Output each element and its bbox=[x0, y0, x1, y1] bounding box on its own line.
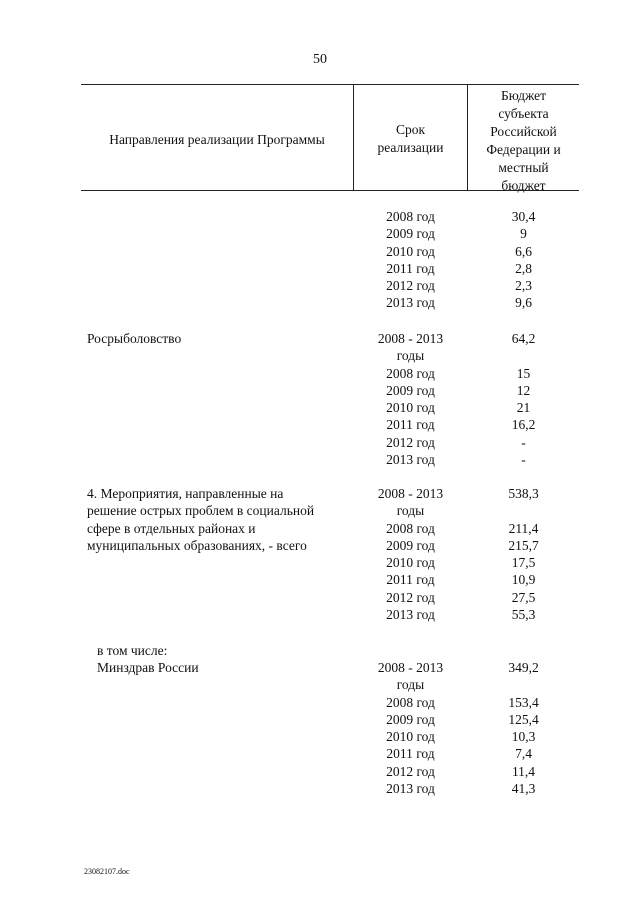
page-number: 50 bbox=[313, 52, 327, 67]
header-term: Срок реализации bbox=[377, 122, 444, 155]
block-direction-item-4: 4. Мероприятия, направленные на решение острых проблем в социальной сфере в отдельных районах и муниципальных образованиях, - всего bbox=[87, 486, 315, 553]
block-values: 538,3 211,4 215,7 17,5 10,9 27,5 55,3 bbox=[508, 486, 539, 623]
block-values: 349,2 153,4 125,4 10,3 7,4 11,4 41,3 bbox=[508, 660, 539, 797]
block-including-label: в том числе: bbox=[97, 643, 168, 658]
block-terms: 2008 - 2013 годы 2008 год 2009 год 2010 год 2011 год 2012 год 2013 год bbox=[377, 331, 444, 468]
table-header-top-rule bbox=[81, 84, 579, 85]
block-terms: 2008 - 2013 годы 2008 год 2009 год 2010 год 2011 год 2012 год 2013 год bbox=[377, 660, 444, 797]
block-values: 64,2 15 12 21 16,2 - - bbox=[511, 331, 536, 468]
block-terms: 2008 - 2013 годы 2008 год 2009 год 2010 год 2011 год 2012 год 2013 год bbox=[377, 486, 444, 623]
block-values: 30,4 9 6,6 2,8 2,3 9,6 bbox=[511, 209, 536, 311]
block-direction-rosrybolovstvo: Росрыболовство bbox=[87, 331, 182, 346]
header-budget: Бюджет субъекта Российской Федерации и местный бюджет bbox=[486, 88, 561, 193]
header-directions: Направления реализации Программы bbox=[109, 132, 325, 147]
footer-filename: 23082107.doc bbox=[84, 867, 130, 876]
block-direction-minzdrav: Минздрав России bbox=[97, 660, 199, 675]
block-terms: 2008 год 2009 год 2010 год 2011 год 2012 год 2013 год bbox=[386, 209, 435, 311]
